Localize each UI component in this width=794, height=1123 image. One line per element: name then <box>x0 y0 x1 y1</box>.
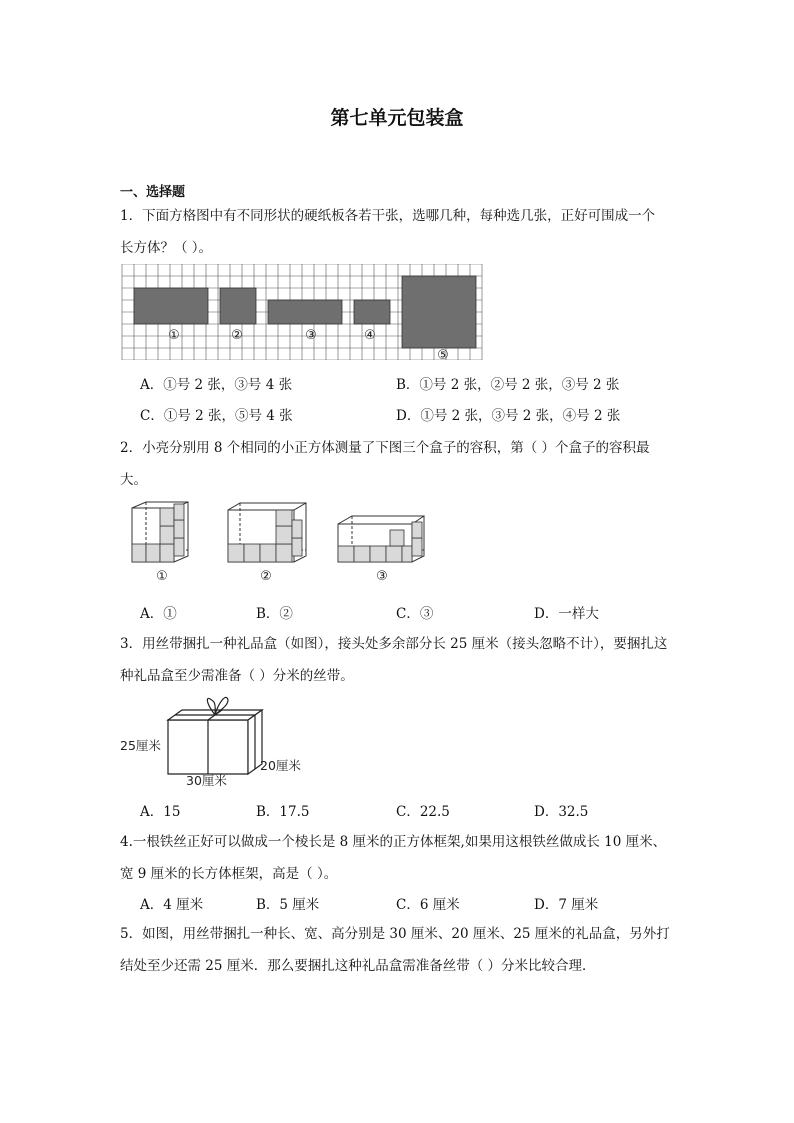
question-4-line-1: 4.一根铁丝正好可以做成一个棱长是 8 厘米的正方体框架,如果用这根铁丝做成长 10 厘米、 <box>120 834 667 850</box>
q1-option-b[interactable]: B．①号 2 张，②号 2 张，③号 2 张 <box>396 377 620 393</box>
question-5-line-1: 5．如图，用丝带捆扎一种长、宽、高分别是 30 厘米、20 厘米、25 厘米的礼品盒，另外打 <box>120 926 670 942</box>
question-1 <box>120 200 680 264</box>
cube <box>146 544 160 562</box>
question-5 <box>120 918 680 982</box>
width-label: 20厘米 <box>260 758 301 773</box>
q4-option-a[interactable]: A．4 厘米 <box>140 897 204 913</box>
cardboard-2 <box>220 288 256 324</box>
cube <box>132 544 146 562</box>
q4-option-d[interactable]: D．7 厘米 <box>534 897 599 913</box>
cube <box>338 546 354 562</box>
cube <box>160 544 174 562</box>
cube <box>228 544 244 562</box>
cube <box>354 546 370 562</box>
q3-option-b[interactable]: B．17.5 <box>256 804 310 820</box>
q2-option-a[interactable]: A．① <box>140 606 177 622</box>
cardboard-1 <box>134 288 208 324</box>
grid-label-3: ③ <box>305 328 317 343</box>
grid-label-5: ⑤ <box>437 348 449 360</box>
q3-option-c[interactable]: C．22.5 <box>396 804 450 820</box>
height-label: 25厘米 <box>120 738 161 753</box>
question-1-grid-figure <box>120 264 488 360</box>
cube <box>174 538 184 556</box>
q4-option-b[interactable]: B．5 厘米 <box>256 897 320 913</box>
q4-option-c[interactable]: C．6 厘米 <box>396 897 460 913</box>
cardboard-4 <box>354 300 390 324</box>
question-2-line-2: 大。 <box>120 472 147 488</box>
cube <box>174 520 184 538</box>
question-3-line-2: 种礼品盒至少需准备（ ）分米的丝带。 <box>120 668 354 684</box>
question-3 <box>120 628 680 692</box>
question-1-line-1: 1．下面方格图中有不同形状的硬纸板各若干张，选哪几种，每种选几张，正好可围成一个 <box>120 208 656 224</box>
cube <box>160 508 174 526</box>
q2-option-b[interactable]: B．② <box>256 606 293 622</box>
question-4 <box>120 826 680 890</box>
question-4-line-2: 宽 9 厘米的长方体框架，高是（ ）。 <box>120 866 338 882</box>
cube <box>276 510 292 526</box>
cube <box>292 538 302 556</box>
box-label-1: ① <box>156 569 168 584</box>
cube <box>160 526 174 544</box>
cube <box>370 546 386 562</box>
cube <box>412 538 422 556</box>
q1-option-c[interactable]: C．①号 2 张，⑤号 4 张 <box>140 408 293 424</box>
cube <box>386 546 402 562</box>
cube <box>402 546 412 562</box>
question-3-gift-box-figure <box>120 690 320 790</box>
section-heading: 一、选择题 <box>120 185 186 200</box>
grid-label-2: ② <box>231 328 243 343</box>
cube <box>390 530 404 546</box>
cube <box>174 504 184 520</box>
question-2 <box>120 432 680 496</box>
q2-option-c[interactable]: C．③ <box>396 606 434 622</box>
question-5-line-2: 结处至少还需 25 厘米．那么要捆扎这种礼品盒需准备丝带（ ）分米比较合理． <box>120 958 596 974</box>
question-3-line-1: 3．用丝带捆扎一种礼品盒（如图），接头处多余部分长 25 厘米（接头忽略不计），要捆扎这 <box>120 636 668 652</box>
question-2-line-1: 2．小亮分别用 8 个相同的小正方体测量了下图三个盒子的容积，第（ ）个盒子的容积最 <box>120 440 650 456</box>
cube <box>412 522 422 538</box>
cube <box>260 544 276 562</box>
cube <box>292 520 302 538</box>
q3-option-d[interactable]: D．32.5 <box>534 804 589 820</box>
q1-option-d[interactable]: D．①号 2 张，③号 2 张，④号 2 张 <box>396 408 621 424</box>
q2-option-d[interactable]: D．一样大 <box>534 606 599 622</box>
q1-option-a[interactable]: A．①号 2 张，③号 4 张 <box>140 377 293 393</box>
box-label-3: ③ <box>376 569 388 584</box>
cardboard-5 <box>402 276 476 348</box>
box-label-2: ② <box>260 569 272 584</box>
page-title: 第七单元包装盒 <box>330 107 464 129</box>
question-1-line-2: 长方体？（ ）。 <box>120 240 213 256</box>
question-2-boxes-figure <box>126 500 426 586</box>
cube <box>276 544 292 562</box>
grid-label-1: ① <box>168 328 180 343</box>
length-label: 30厘米 <box>186 773 227 788</box>
cube <box>276 526 292 544</box>
q3-option-a[interactable]: A．15 <box>140 804 181 820</box>
cube <box>244 544 260 562</box>
cardboard-3 <box>268 300 342 324</box>
grid-label-4: ④ <box>364 328 376 343</box>
